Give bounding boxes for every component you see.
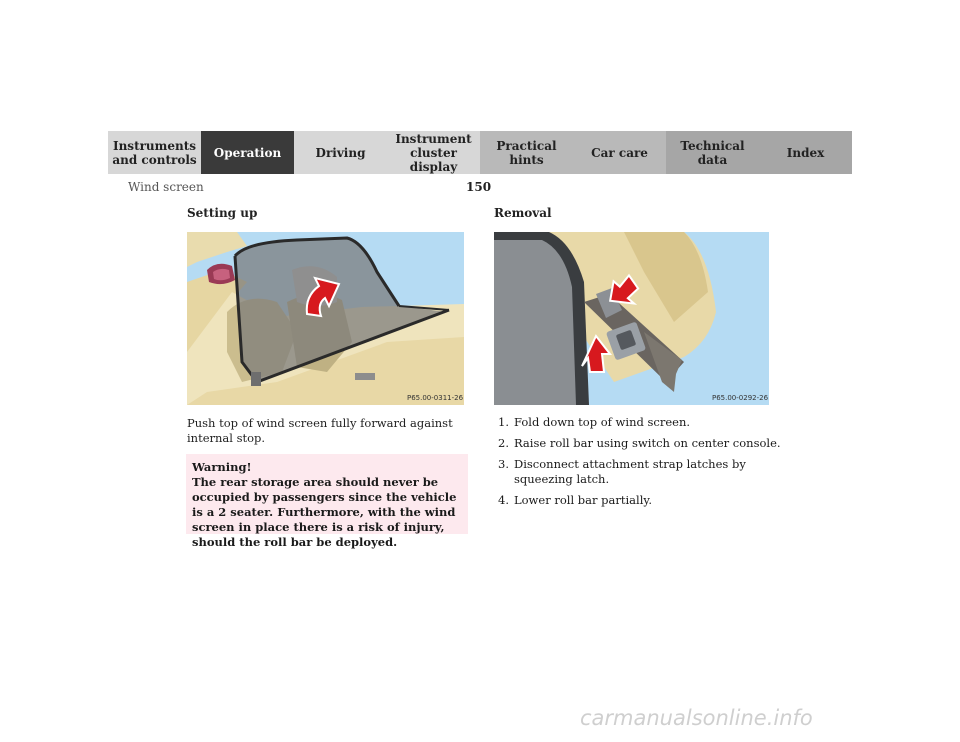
warning-text: The rear storage area should never be occupied by passengers since the vehicle is a 2 seater. Furthermore, with the wind screen in place there is a risk of injury, should the roll bar be deployed. (192, 475, 457, 549)
setting-up-heading: Setting up (187, 206, 258, 220)
removal-figure-code: P65.00-0292-26 (712, 394, 769, 402)
tab-driving[interactable]: Driving (294, 131, 387, 174)
list-item (498, 436, 788, 451)
removal-illustration (494, 232, 769, 405)
setting-up-figure-code: P65.00-0311-26 (407, 394, 464, 402)
tab-operation[interactable]: Operation (201, 131, 294, 174)
step-number: 1. (498, 415, 509, 429)
tab-practical-hints[interactable]: Practical hints (480, 131, 573, 174)
list-item (498, 493, 788, 508)
tab-instruments-and-controls[interactable]: Instruments and controls (108, 131, 201, 174)
warning-box (186, 454, 468, 549)
chapter-tab-bar (108, 131, 852, 174)
setting-up-illustration (187, 232, 464, 405)
tab-index[interactable]: Index (759, 131, 852, 174)
step-number: 4. (498, 493, 509, 507)
site-watermark: carmanualsonline.info (580, 706, 813, 730)
step-text: Lower roll bar partially. (514, 493, 653, 507)
page-number: 150 (466, 180, 492, 194)
strap-latch-image (494, 232, 769, 405)
removal-steps (498, 415, 788, 514)
step-text: Fold down top of wind screen. (514, 415, 691, 429)
step-number: 3. (498, 457, 509, 471)
section-title: Wind screen (128, 180, 204, 194)
list-item (498, 457, 788, 487)
tab-instrument-cluster-display[interactable]: Instrument cluster display (387, 131, 480, 174)
tab-car-care[interactable]: Car care (573, 131, 666, 174)
step-text: Raise roll bar using switch on center console. (514, 436, 781, 450)
step-text: Disconnect attachment strap latches by squeezing latch. (514, 457, 746, 486)
wind-screen-forward-image (187, 232, 464, 405)
step-number: 2. (498, 436, 509, 450)
tab-technical-data[interactable]: Technical data (666, 131, 759, 174)
list-item (498, 415, 788, 430)
warning-title: Warning! (192, 460, 252, 474)
setting-up-instruction: Push top of wind screen fully forward against internal stop. (187, 416, 453, 445)
removal-heading: Removal (494, 206, 552, 220)
